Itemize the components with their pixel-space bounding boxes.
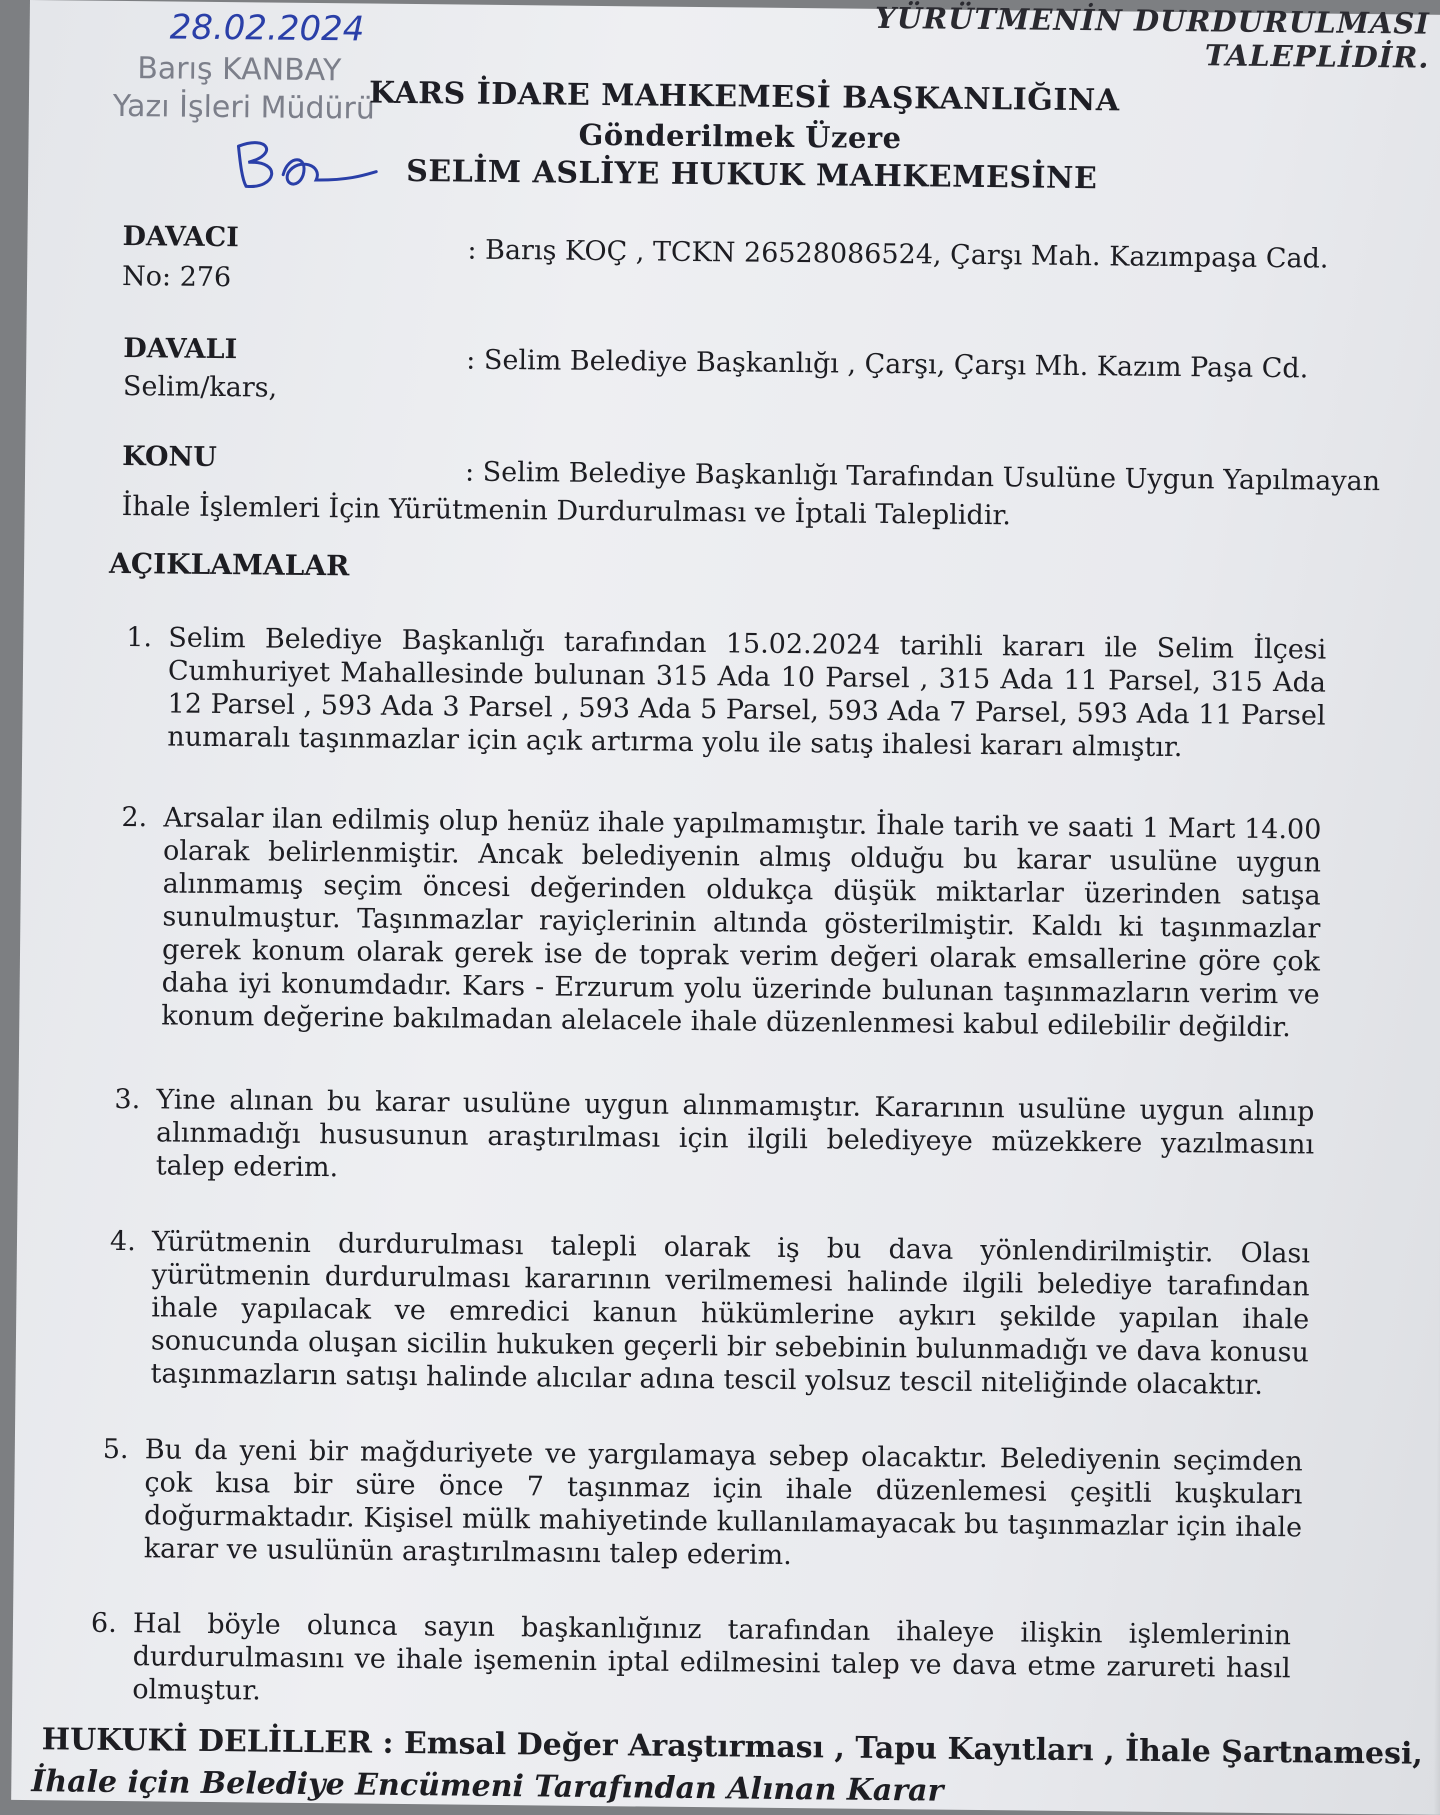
page-edge-shadow (1433, 15, 1440, 1815)
heading-court: KARS İDARE MAHKEMESİ BAŞKANLIĞINA (368, 75, 1120, 119)
list-item (109, 1225, 1311, 1402)
item-text: Selim Belediye Başkanlığı tarafından 15.02.2024 tarihli kararı ile Selim İlçesi Cumhuriyet Mahallesinde bulunan 315 Ada 10 Parsel , 315 Ada 11 Parsel, 315 Ada 12 Parsel , 593 Ada 3 Parsel , 593 Ada 5 Parsel, 593 Ada 7 Parsel, 593 Ada 11 Parsel numaralı taşınmazlar için açık artırma yolu ile satış ihalesi kararı almıştır. (167, 622, 1327, 764)
konu-cont: İhale İşlemleri İçin Yürütmenin Durdurulması ve İptali Taleplidir. (121, 490, 1012, 532)
item-number: 5. (102, 1433, 129, 1466)
item-text: Arsalar ilan edilmiş olup henüz ihale yapılmamıştır. İhale tarih ve saati 1 Mart 14.00 olarak belirlenmiştir. Ancak belediyenin almış olduğu bu karar usulüne uygun alınmamış seçim öncesi değerinden oldukça düşük miktarlar üzerinden satışa sunulmuştur. Taşınmazlar rayiçlerinin altında gösterilmiştir. Kaldı ki taşınmazlar gerek konum olarak gerek ise de toprak verim değeri olarak emsallerine göre çok daha iyi konumdadır. Kars - Erzurum yolu üzerinde bulunan taşınmazların verim ve konum değerine bakılmadan alelacele ihale düzenlenmesi kabul edilebilir değildir. (161, 802, 1322, 1044)
davaci-label: DAVACI (122, 220, 240, 254)
aciklamalar-title: AÇIKLAMALAR (108, 546, 350, 583)
list-item (90, 1607, 1292, 1718)
stamp-date: 28.02.2024 (169, 7, 365, 50)
stamp-role: Yazı İşleri Müdürü (112, 88, 376, 127)
item-text: Bu da yeni bir mağduriyete ve yargılamaya sebep olacaktır. Belediyenin seçimden çok kısa bir süre önce 7 taşınmaz için ihale düzenlemesi çeşitli kuşkuları doğurmaktadır. Kişisel mülk mahiyetinde kullanılamayacak bu taşınmazlar için ihale karar ve usulünün araştırılmasını talep ederim. (143, 1434, 1303, 1572)
list-item (121, 801, 1322, 1044)
hukuki-deliller: HUKUKİ DELİLLER : Emsal Değer Araştırması , Tapu Kayıtları , İhale Şartnamesi, (41, 1722, 1424, 1772)
item-text: Hal böyle olunca sayın başkanlığınız tarafından ihaleye ilişkin işlemlerinin durdurulmasını ve ihale işemenin iptal edilmesini talep ve dava etme zarureti hasıl olmuştur. (132, 1608, 1292, 1707)
item-number: 2. (121, 802, 148, 834)
konu-label: KONU (122, 440, 217, 473)
davaci-value: : Barış KOÇ , TCKN 26528086524, Çarşı Mah. Kazımpaşa Cad. (467, 234, 1329, 275)
top-banner: YÜRÜTMENİN DURDURULMASI TALEPLİDİR. (874, 0, 1431, 75)
heading-target-court: SELİM ASLİYE HUKUK MAHKEMESİNE (406, 153, 1098, 197)
signature-icon (228, 134, 379, 196)
davali-label: DAVALI (123, 332, 238, 366)
item-text: Yürütmenin durdurulması talepli olarak iş bu dava yönlendirilmiştir. Olası yürütmenin durdurulması kararının verilmemesi halinde ilgili belediye tarafından ihale yapılacak ve emredici kanun hükümlerine aykırı şekilde yapılan ihale sonucunda oluşan sicilin hukuken geçerli bir sebebinin bulunmadığı ve dava konusu taşınmazların satışı halinde alıcılar adına tescil yolsuz tescil niteliğinde olacaktır. (150, 1226, 1311, 1401)
stamp-name: Barış KANBAY (137, 51, 342, 89)
davali-value: : Selim Belediye Başkanlığı , Çarşı, Çarşı Mh. Kazım Paşa Cd. (466, 344, 1309, 385)
heading-subtitle: Gönderilmek Üzere (578, 117, 902, 156)
davali-cont: Selim/kars, (122, 370, 278, 404)
konu-value: : Selim Belediye Başkanlığı Tarafından Usulüne Uygun Yapılmayan (464, 456, 1381, 498)
hukuki-deliller-cont: İhale için Belediye Encümeni Tarafından Alınan Karar (31, 1764, 944, 1809)
davaci-cont: No: 276 (121, 260, 232, 294)
item-number: 6. (90, 1607, 117, 1639)
item-text: Yine alınan bu karar usulüne uygun alınmamıştır. Kararının usulüne uygun alınıp alınmadığı hususunun araştırılması için ilgili belediyeye müzekkere yazılmasını talep ederim. (155, 1084, 1315, 1184)
list-item (126, 621, 1327, 765)
item-number: 1. (126, 622, 153, 654)
document-page (11, 0, 1440, 1815)
list-item (102, 1433, 1303, 1577)
list-item (114, 1083, 1315, 1194)
item-number: 3. (114, 1083, 141, 1116)
item-number: 4. (109, 1225, 136, 1258)
